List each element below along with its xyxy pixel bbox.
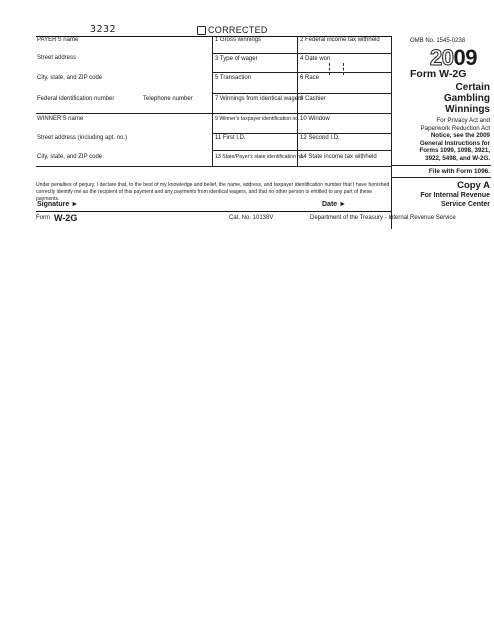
column-divider-1 bbox=[212, 36, 213, 166]
form-title bbox=[410, 82, 490, 115]
payer-fed-id-label[interactable]: Federal identification number bbox=[37, 96, 115, 102]
box-6-race[interactable]: 6 Race bbox=[300, 75, 320, 81]
corrected-checkbox[interactable] bbox=[197, 26, 206, 35]
title-line-2: Gambling bbox=[443, 93, 490, 104]
copy-destination-line: Service Center bbox=[440, 200, 490, 208]
payer-phone-label[interactable]: Telephone number bbox=[143, 96, 193, 102]
sidebar-divider-line bbox=[391, 165, 491, 166]
department-label: Department of the Treasury - Internal Revenue Service bbox=[310, 215, 456, 221]
footer-form-prefix: Form bbox=[36, 215, 50, 221]
copy-destination bbox=[392, 192, 490, 209]
privacy-line: Notice, see the 2009 bbox=[430, 132, 490, 139]
winner-name-label[interactable]: WINNER'S name bbox=[37, 116, 84, 122]
box-11-first-id[interactable]: 11 First I.D. bbox=[215, 135, 246, 141]
corrected-label: CORRECTED bbox=[208, 25, 268, 35]
footer-form-name: W-2G bbox=[54, 213, 78, 223]
date-separator bbox=[343, 63, 344, 75]
box-12-second-id[interactable]: 12 Second I.D. bbox=[300, 135, 340, 141]
copy-destination-line: For Internal Revenue bbox=[420, 192, 490, 199]
row-line bbox=[212, 133, 391, 134]
perjury-statement bbox=[36, 182, 391, 203]
row-line bbox=[212, 72, 391, 73]
row-line bbox=[212, 150, 391, 151]
date-label[interactable]: Date ► bbox=[322, 201, 347, 208]
privacy-notice bbox=[390, 117, 490, 162]
payer-name-label[interactable]: PAYER'S name bbox=[37, 37, 79, 43]
date-separator bbox=[329, 63, 330, 75]
box-8-cashier[interactable]: 8 Cashier bbox=[300, 96, 326, 102]
winner-city-label[interactable]: City, state, and ZIP code bbox=[37, 154, 103, 160]
box-3-type-of-wager[interactable]: 3 Type of wager bbox=[215, 56, 258, 62]
box-14-state-tax-withheld[interactable]: 14 State income tax withheld bbox=[300, 154, 377, 160]
privacy-line: For Privacy Act and bbox=[436, 117, 490, 124]
winner-street-label[interactable]: Street address (including apt. no.) bbox=[37, 135, 128, 141]
copy-label: Copy A bbox=[457, 180, 490, 191]
file-with-notice: File with Form 1096. bbox=[428, 168, 490, 175]
payer-winner-divider bbox=[36, 113, 391, 114]
row-line bbox=[212, 53, 391, 54]
perjury-line-1: Under penalties of perjury, I declare that, to the best of my knowledge and belief, the name, address, and taxpayer identification number that I have furnished bbox=[36, 182, 390, 188]
payer-street-label[interactable]: Street address bbox=[37, 55, 77, 61]
row-line bbox=[212, 93, 391, 94]
signature-label[interactable]: Signature ► bbox=[37, 201, 79, 208]
form-name: Form W-2G bbox=[410, 68, 467, 80]
title-line-3: Winnings bbox=[445, 104, 490, 115]
box-10-window[interactable]: 10 Window bbox=[300, 116, 330, 122]
privacy-line: 3922, 5498, and W-2G. bbox=[425, 154, 490, 162]
title-line-1: Certain bbox=[455, 82, 490, 93]
box-7-identical-wagers[interactable]: 7 Winnings from identical wagers bbox=[215, 96, 304, 102]
year-prefix: 20 bbox=[430, 45, 454, 70]
payer-city-label[interactable]: City, state, and ZIP code bbox=[37, 75, 103, 81]
winner-bottom-line bbox=[36, 166, 391, 167]
box-1-gross-winnings[interactable]: 1 Gross winnings bbox=[215, 37, 262, 43]
box-2-federal-tax-withheld[interactable]: 2 Federal income tax withheld bbox=[300, 37, 380, 43]
box-9-winner-tin[interactable]: 9 Winner's taxpayer identification no. bbox=[215, 116, 300, 122]
sidebar-divider-line bbox=[391, 177, 491, 178]
signature-line bbox=[36, 211, 391, 212]
year-suffix: 09 bbox=[453, 45, 477, 70]
privacy-line: Forms 1099, 1098, 3921, bbox=[419, 147, 490, 154]
privacy-line: General Instructions for bbox=[419, 139, 490, 147]
catalog-number: Cat. No. 10138V bbox=[229, 215, 274, 221]
form-code: 3232 bbox=[90, 24, 117, 35]
privacy-line: Paperwork Reduction Act bbox=[420, 124, 490, 132]
box-13-state-id[interactable]: 13 State/Payer's state identification no. bbox=[215, 154, 305, 160]
omb-number: OMB No. 1545-0238 bbox=[410, 38, 466, 44]
box-4-date-won[interactable]: 4 Date won bbox=[300, 56, 331, 62]
perjury-line-2: correctly identify me as the recipient of this payment and any payments from identical wagers, and that no other person is entitled to any part of these payments. bbox=[36, 189, 373, 202]
box-5-transaction[interactable]: 5 Transaction bbox=[215, 75, 252, 81]
